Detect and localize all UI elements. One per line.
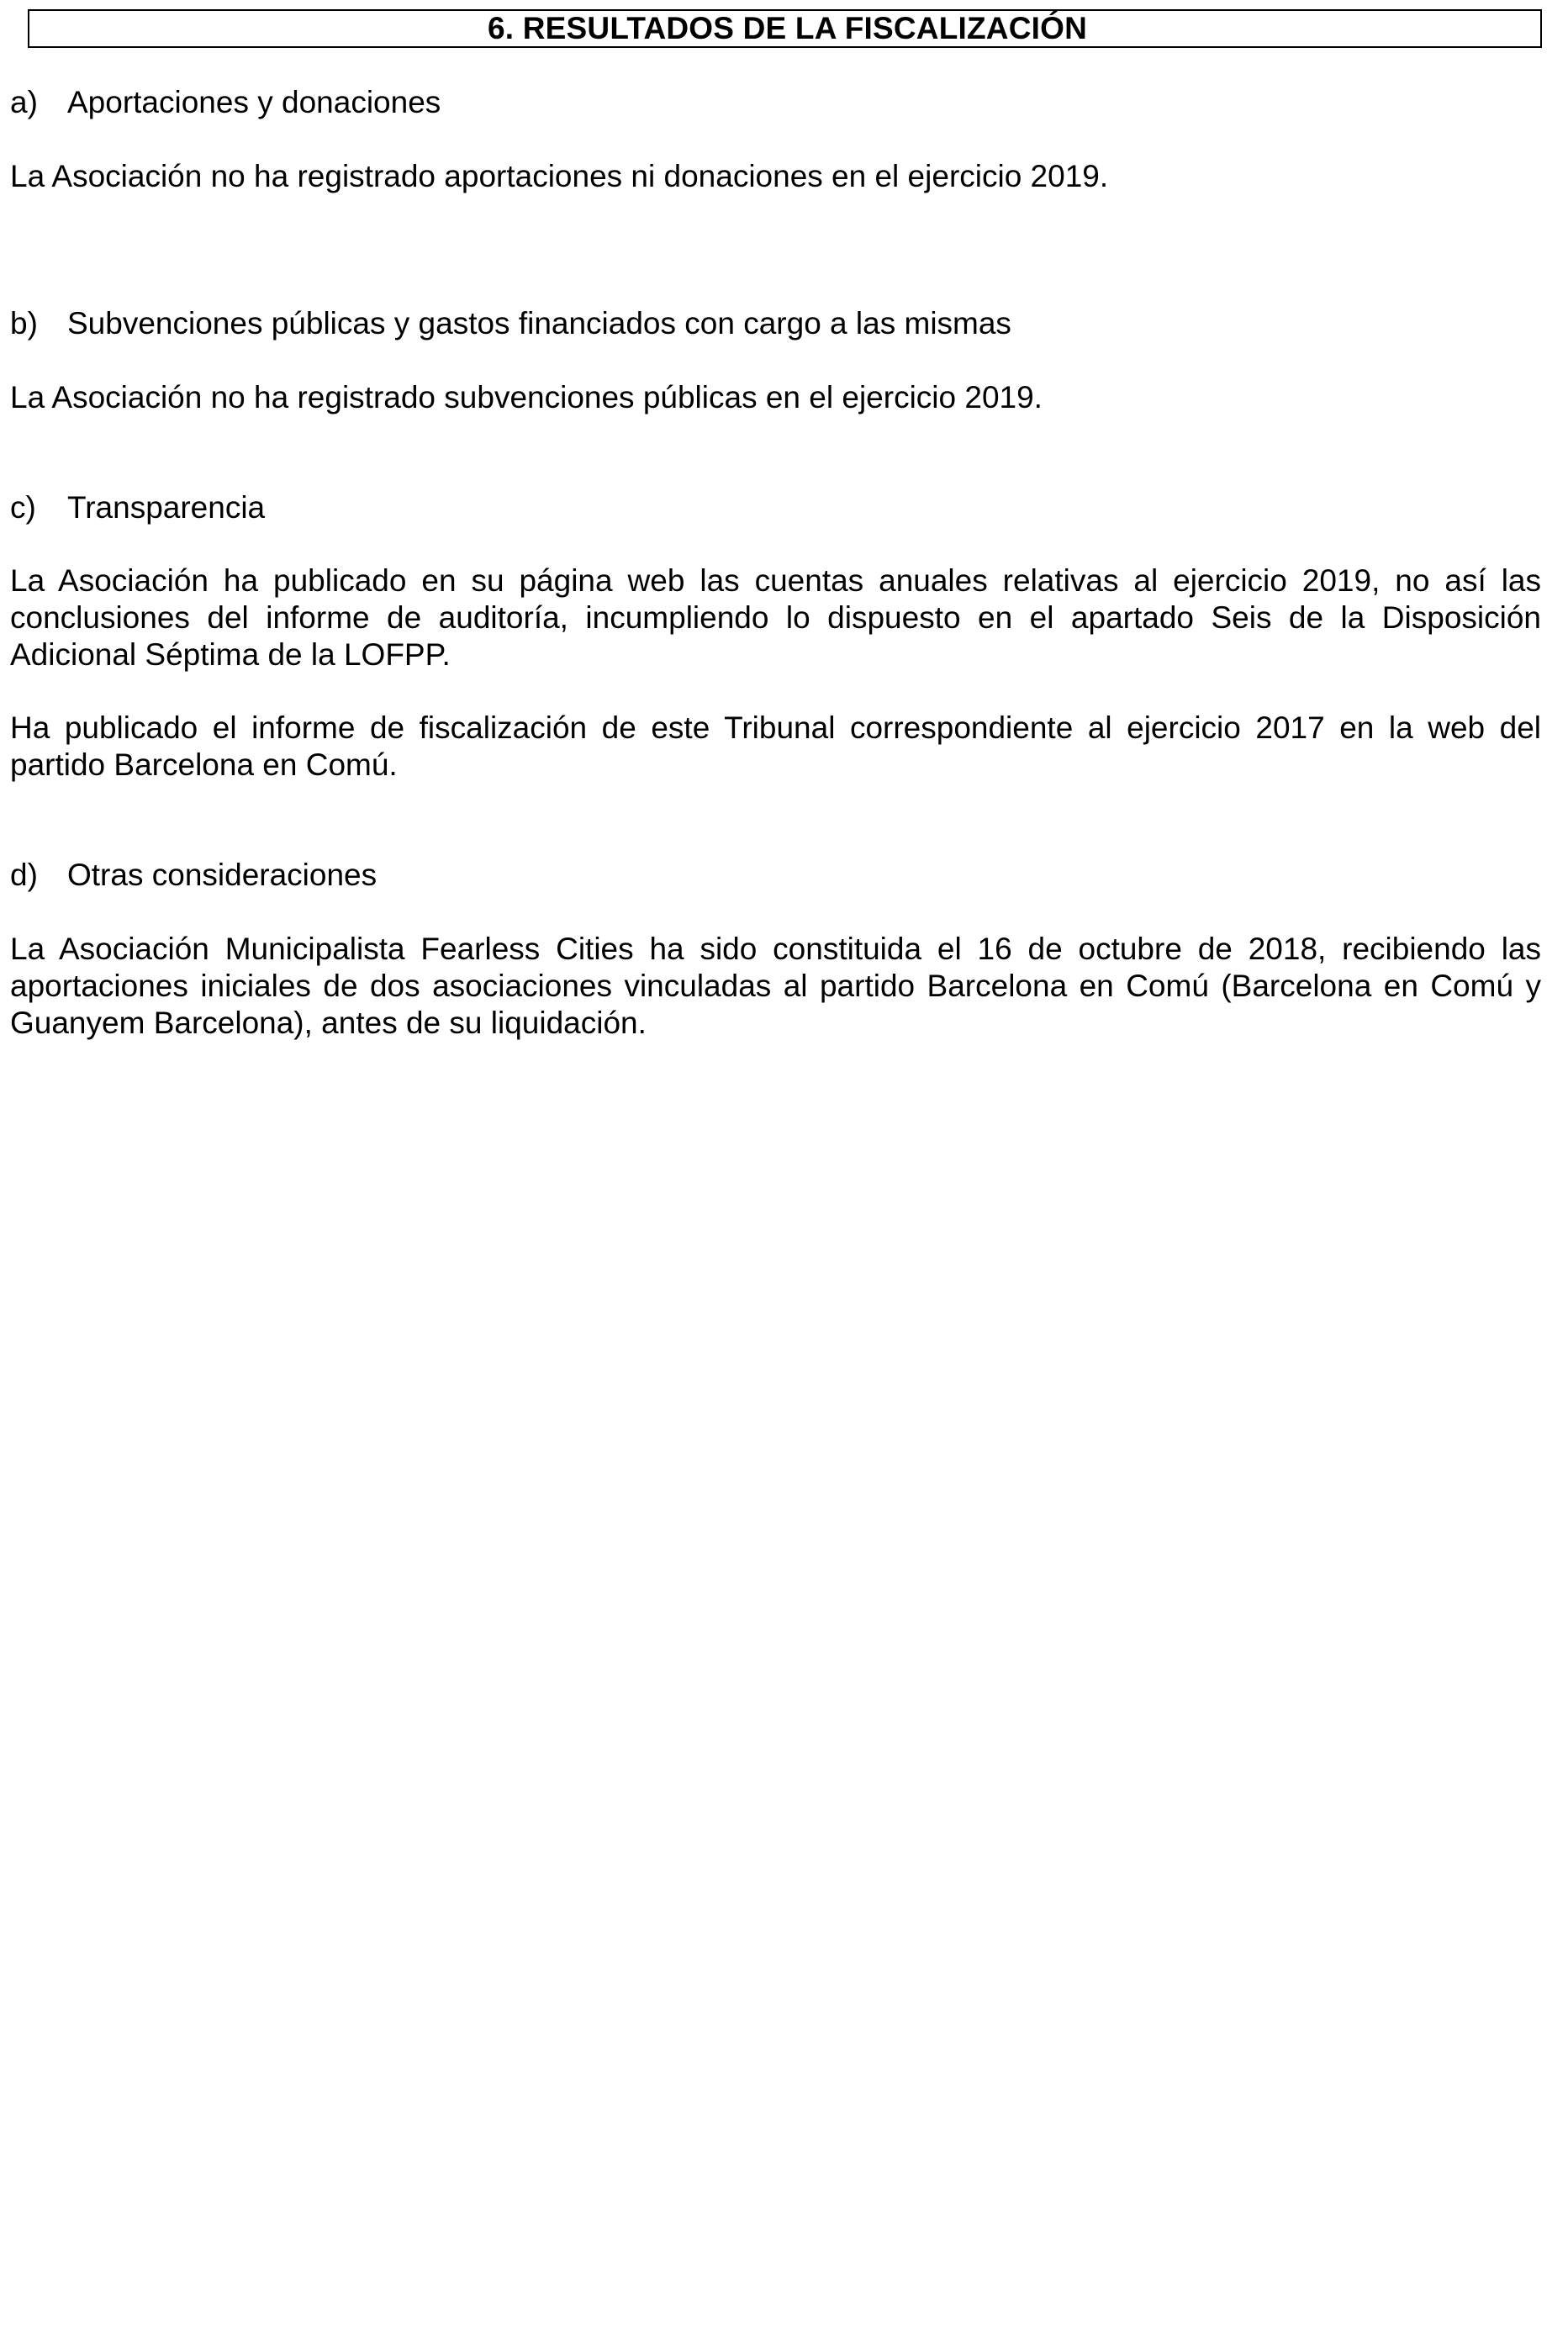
subsection-letter-c: c) [10,490,36,525]
paragraph-c-1: La Asociación ha publicado en su página web las cuentas anuales relativas al ejercicio 2019, no así las conclusiones del informe de auditoría, incumpliendo lo dispuesto en el apartado Seis de la Disposición Adicional Séptima de la LOFPP. [10,563,1541,672]
subsection-title-a: Aportaciones y donaciones [67,85,441,119]
paragraph-b-1: La Asociación no ha registrado subvenciones públicas en el ejercicio 2019. [10,380,1043,415]
subsection-letter-d: d) [10,858,38,892]
subsection-letter-b: b) [10,306,38,341]
subsection-heading-d [10,857,377,894]
subsection-title-b: Subvenciones públicas y gastos financiados con cargo a las mismas [67,306,1011,341]
subsection-letter-a: a) [10,85,38,119]
subsection-title-c: Transparencia [67,490,266,525]
paragraph-a-1: La Asociación no ha registrado aportaciones ni donaciones en el ejercicio 2019. [10,159,1109,193]
paragraph-c-2: Ha publicado el informe de fiscalización de este Tribunal correspondiente al ejercicio 2017 en la web del partido Barcelona en Comú. [10,710,1541,782]
subsection-heading-c [10,489,265,526]
section-title: 6. RESULTADOS DE LA FISCALIZACIÓN [488,11,1088,45]
subsection-heading-a [10,84,441,121]
paragraph-d-1: La Asociación Municipalista Fearless Cities ha sido constituida el 16 de octubre de 2018, recibiendo las aportaciones iniciales de dos asociaciones vinculadas al partido Barcelona en Comú (Barcelona en Comú y Guanyem Barcelona), antes de su liquidación. [10,932,1541,1040]
subsection-title-d: Otras consideraciones [67,858,377,892]
subsection-heading-b [10,305,1011,342]
